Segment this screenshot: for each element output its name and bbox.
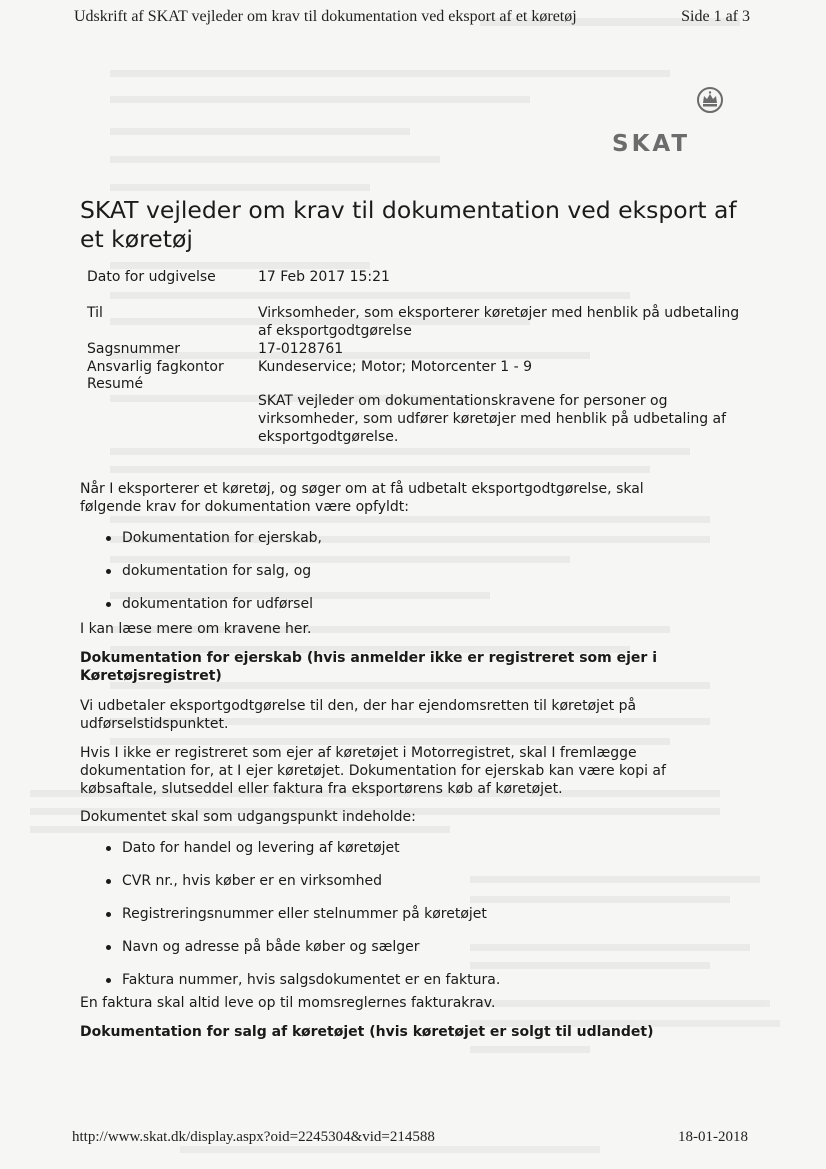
print-date: 18-01-2018 — [678, 1129, 748, 1145]
meta-value: Kundeservice; Motor; Motorcenter 1 - 9 — [258, 359, 533, 375]
meta-value: Virksomheder, som eksporterer køretøjer med henblik på udbetaling af eksportgodtgørelse — [258, 305, 740, 339]
list-item: Dato for handel og levering af køretøjet — [80, 839, 690, 857]
page-number: Side 1 af 3 — [681, 8, 750, 25]
page-title: SKAT vejleder om krav til dokumentation ved eksport af et køretøj — [80, 196, 737, 253]
list-item: Faktura nummer, hvis salgsdokumentet er en faktura. — [80, 971, 690, 989]
ownership-paragraph-3: Dokumentet skal som udgangspunkt indeholde: — [80, 809, 416, 825]
meta-label: Til — [87, 305, 103, 321]
intro-paragraph: Når I eksporterer et køretøj, og søger om at få udbetalt eksportgodtgørelse, skal følgende krav for dokumentation være opfyldt: — [80, 481, 644, 515]
list-item: Navn og adresse på både køber og sælger — [80, 938, 690, 956]
summary-text: SKAT vejleder om dokumentationskravene for personer og virksomheder, som udfører køretøjer med henblik på udbetaling af eksportgodtgørelse. — [258, 393, 727, 445]
ownership-paragraph-1: Vi udbetaler eksportgodtgørelse til den, der har ejendomsretten til køretøjet på udførselstidspunktet. — [80, 698, 637, 732]
list-item: Dokumentation for ejerskab, — [80, 529, 690, 547]
list-item: dokumentation for salg, og — [80, 562, 690, 580]
source-url: http://www.skat.dk/display.aspx?oid=2245304&vid=214588 — [72, 1129, 435, 1145]
print-header — [74, 8, 750, 30]
list-item: dokumentation for udførsel — [80, 595, 690, 613]
meta-label: Ansvarlig fagkontor — [87, 359, 224, 375]
print-footer — [72, 1129, 748, 1149]
requirements-list — [80, 529, 690, 613]
section-heading-sale: Dokumentation for salg af køretøjet (hvis køretøjet er solgt til udlandet) — [80, 1024, 654, 1040]
meta-label: Dato for udgivelse — [87, 269, 216, 285]
document-contents-list — [80, 839, 690, 989]
skat-logo — [612, 86, 722, 156]
invoice-requirement-paragraph: En faktura skal altid leve op til momsreglernes fakturakrav. — [80, 995, 496, 1011]
meta-value: 17 Feb 2017 15:21 — [258, 269, 390, 285]
crown-icon — [696, 86, 724, 114]
print-header-title: Udskrift af SKAT vejleder om krav til dokumentation ved eksport af et køretøj — [74, 8, 577, 25]
skat-wordmark: SKAT — [612, 131, 691, 157]
section-heading-ownership: Dokumentation for ejerskab (hvis anmelder ikke er registreret som ejer i Køretøjsregistret) — [80, 650, 657, 684]
read-more-link[interactable]: I kan læse mere om kravene her. — [80, 621, 312, 637]
list-item: Registreringsnummer eller stelnummer på køretøjet — [80, 905, 690, 923]
meta-value: 17-0128761 — [258, 341, 344, 357]
article-body — [80, 480, 690, 1041]
list-item: CVR nr., hvis køber er en virksomhed — [80, 872, 690, 890]
meta-label: Resumé — [87, 376, 144, 392]
ownership-paragraph-2: Hvis I ikke er registreret som ejer af køretøjet i Motorregistret, skal I fremlægge dokumentation for, at I ejer køretøjet. Dokumentation for ejerskab kan være kopi af købsaftale, slutseddel eller faktura fra eksportørens køb af køretøjet. — [80, 745, 666, 797]
meta-label: Sagsnummer — [87, 341, 181, 357]
